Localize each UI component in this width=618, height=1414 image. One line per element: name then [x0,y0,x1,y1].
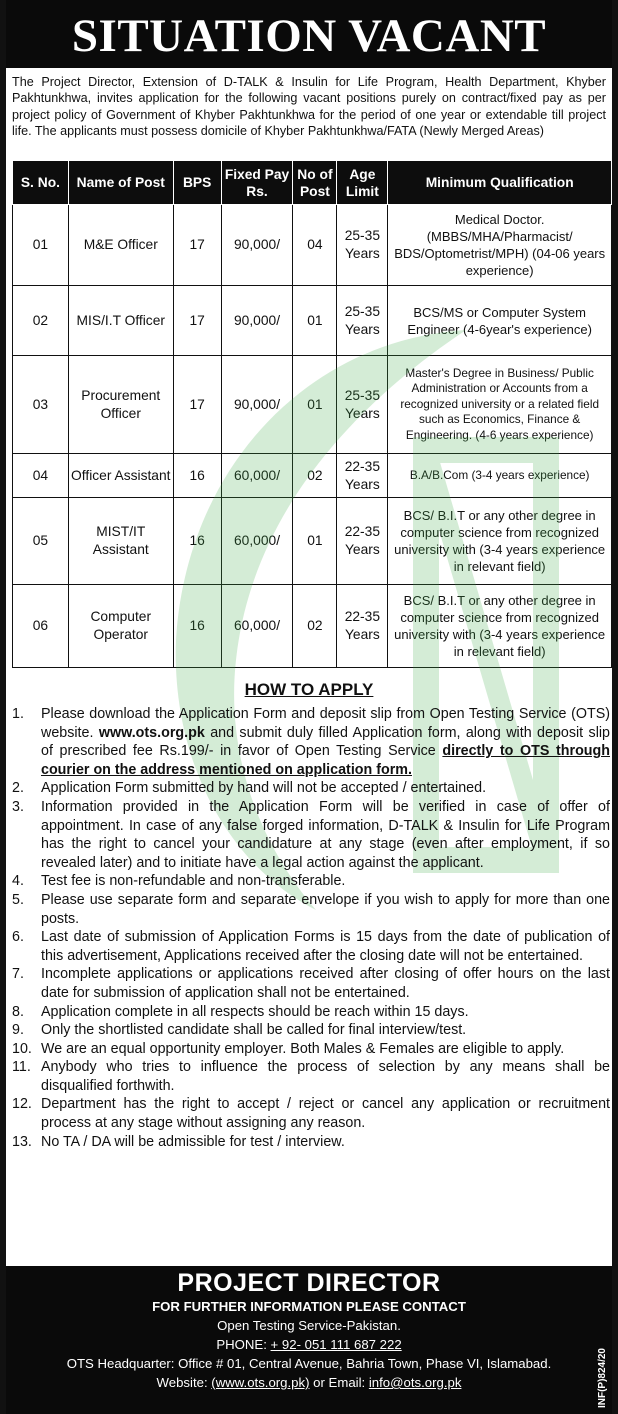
page-title: SITUATION VACANT [6,0,612,68]
cell-qual: Master's Degree in Business/ Public Administration or Accounts from a recognized university or a related field such as Economics, Finance & Engineering. (4-6 years experience) [388,356,612,454]
item-number: 3. [12,798,24,815]
table-row [13,585,612,668]
item-number: 5. [12,891,24,908]
cell-sno: 04 [13,454,69,498]
list-item [6,1021,610,1040]
cell-age: 25-35 Years [337,356,388,454]
item-text: No TA / DA will be admissible for test / interview. [41,1133,345,1150]
cell-name: Procurement Officer [68,356,173,454]
item-number: 9. [12,1022,24,1039]
item-number: 1. [12,706,24,722]
cell-num: 02 [293,585,337,668]
list-item [6,872,610,891]
cell-num: 01 [293,498,337,585]
cell-name: Officer Assistant [68,454,173,498]
item-number: 7. [12,966,24,983]
item-number: 10. [12,1040,32,1057]
cell-name: MIST/IT Assistant [68,498,173,585]
item-text: Anybody who tries to influence the process of selection by any means shall be disqualified forthwith. [41,1059,610,1094]
item-number: 4. [12,873,24,890]
item-text: We are an equal opportunity employer. Both Males & Females are eligible to apply. [41,1040,565,1057]
cell-name: Computer Operator [68,585,173,668]
list-item [6,1058,610,1095]
header-sno: S. No. [13,161,69,205]
website-label: Website: [156,1375,208,1390]
address-line: OTS Headquarter: Office # 01, Central Avenue, Bahria Town, Phase VI, Islamabad. [66,1356,552,1371]
cell-sno: 03 [13,356,69,454]
cell-num: 01 [293,286,337,356]
footer-contact-block [6,1266,612,1414]
phone-number-link[interactable]: + 92- 051 111 687 222 [270,1337,402,1352]
vacancies-table [12,160,612,668]
cell-age: 22-35 Years [337,585,388,668]
item-number: 6. [12,929,24,946]
cell-num: 01 [293,356,337,454]
item-text: Incomplete applications or applications received after closing of offer hours on the last date for submission of application shall not be entertained. [41,966,610,1001]
phone-label: PHONE: [216,1337,267,1352]
table-row [13,498,612,585]
cell-bps: 17 [173,286,221,356]
list-item [6,1003,610,1022]
email-link[interactable]: info@ots.org.pk [368,1375,462,1390]
header-name: Name of Post [68,161,173,205]
cell-pay: 90,000/ [221,356,293,454]
header-qual: Minimum Qualification [388,161,612,205]
cell-age: 22-35 Years [337,498,388,585]
item-text: Only the shortlisted candidate shall be called for final interview/test. [41,1022,467,1039]
item-text: Please use separate form and separate envelope if you wish to apply for more than one posts. [41,891,610,927]
item-text: Application Form submitted by hand will not be accepted / entertained. [41,780,487,797]
table-row [13,454,612,498]
cell-bps: 17 [173,205,221,286]
cell-age: 22-35 Years [337,454,388,498]
header-pay: Fixed Pay Rs. [221,161,293,205]
cell-qual: BCS/ B.I.T or any other degree in computer science from recognized university with (3-4 years experience in relevant field) [388,498,612,585]
cell-qual: Medical Doctor. (MBBS/MHA/Pharmacist/ BDS/Optometrist/MPH) (04-06 years experience) [388,205,612,286]
cell-num: 04 [293,205,337,286]
item-number: 8. [12,1003,24,1020]
cell-pay: 90,000/ [221,286,293,356]
list-item [6,1040,610,1059]
web-email-line [6,1373,612,1392]
item-number: 13. [12,1133,32,1150]
list-item [6,891,610,928]
list-item [6,928,610,965]
cell-qual: B.A/B.Com (3-4 years experience) [388,454,612,498]
cell-qual: BCS/ B.I.T or any other degree in computer science from recognized university with (3-4 years experience in relevant field) [388,585,612,668]
item-text-emphasis: directly to OTS through courier on the address mentioned on application form. [41,743,610,778]
list-item [6,965,610,1002]
cell-bps: 16 [173,498,221,585]
cell-num: 02 [293,454,337,498]
item-number: 2. [12,780,24,797]
item-text: Information provided in the Application Form will be verified in case of offer of appointment. In case of any false forged information, D-TALK & Insulin for Life Program has the right to cancel your candidature at any stage (even after employment, if so revealed later) and to initiate have a legal action against the applicant. [41,798,610,871]
item-text: Please download the Application Form and deposit slip from Open Testing Service (OTS) website. [41,706,610,741]
list-item [6,798,610,872]
item-text: Department has the right to accept / reject or cancel any application or recruitment process at any stage without assigning any reason. [41,1096,610,1132]
list-item [6,1095,610,1132]
list-item [6,1133,610,1152]
cell-age: 25-35 Years [337,205,388,286]
cell-sno: 05 [13,498,69,585]
table-row [13,205,612,286]
intro-paragraph: The Project Director, Extension of D-TALK & Insulin for Life Program, Health Department, Khyber Pakhtunkhwa, invites application for the following vacant positions purely on contract/fixed pay as per project policy of Government of Khyber Pakhtunkhwa for the period of one year or extendable till project life. The applicants must possess domicile of Khyber Pakhtunkhwa/FATA (Newly Merged Areas) [12,75,606,139]
item-text: Last date of submission of Application Forms is 15 days from the date of publication of this advertisement, Applications received after the closing date will not be entertained. [41,929,610,964]
header-bps: BPS [173,161,221,205]
how-to-apply-heading: HOW TO APPLY [244,680,374,699]
table-row [13,286,612,356]
cell-pay: 60,000/ [221,454,293,498]
instructions-list [6,705,610,1151]
contact-heading: FOR FURTHER INFORMATION PLEASE CONTACT [152,1299,466,1314]
list-item [6,779,610,798]
email-label: or Email: [313,1375,366,1390]
table-header-row [13,161,612,205]
footer-title: PROJECT DIRECTOR [177,1269,441,1297]
org-name: Open Testing Service-Pakistan. [217,1318,401,1333]
header-num: No of Post [293,161,337,205]
cell-sno: 06 [13,585,69,668]
cell-age: 25-35 Years [337,286,388,356]
phone-line [6,1335,612,1354]
website-link[interactable]: (www.ots.org.pk) [211,1375,310,1390]
cell-pay: 90,000/ [221,205,293,286]
table-row [13,356,612,454]
item-number: 12. [12,1096,32,1113]
cell-name: MIS/I.T Officer [68,286,173,356]
cell-bps: 16 [173,585,221,668]
cell-name: M&E Officer [68,205,173,286]
cell-pay: 60,000/ [221,585,293,668]
cell-sno: 01 [13,205,69,286]
item-text: Application complete in all respects should be reach within 15 days. [41,1003,469,1020]
cell-pay: 60,000/ [221,498,293,585]
cell-sno: 02 [13,286,69,356]
list-item [6,705,610,779]
reference-number: INF(P)824/20 [597,1347,608,1408]
advertisement-page [6,0,612,1414]
cell-bps: 16 [173,454,221,498]
cell-qual: BCS/MS or Computer System Engineer (4-6year's experience) [388,286,612,356]
ots-website-link[interactable]: www.ots.org.pk [98,724,205,741]
item-text: Test fee is non-refundable and non-transferable. [41,873,346,890]
item-text: and submit duly filled Application form, along with deposit slip of prescribed fee Rs.199/- in favor of Open Testing Service [41,724,610,760]
item-number: 11. [12,1059,31,1076]
header-age: Age Limit [337,161,388,205]
cell-bps: 17 [173,356,221,454]
